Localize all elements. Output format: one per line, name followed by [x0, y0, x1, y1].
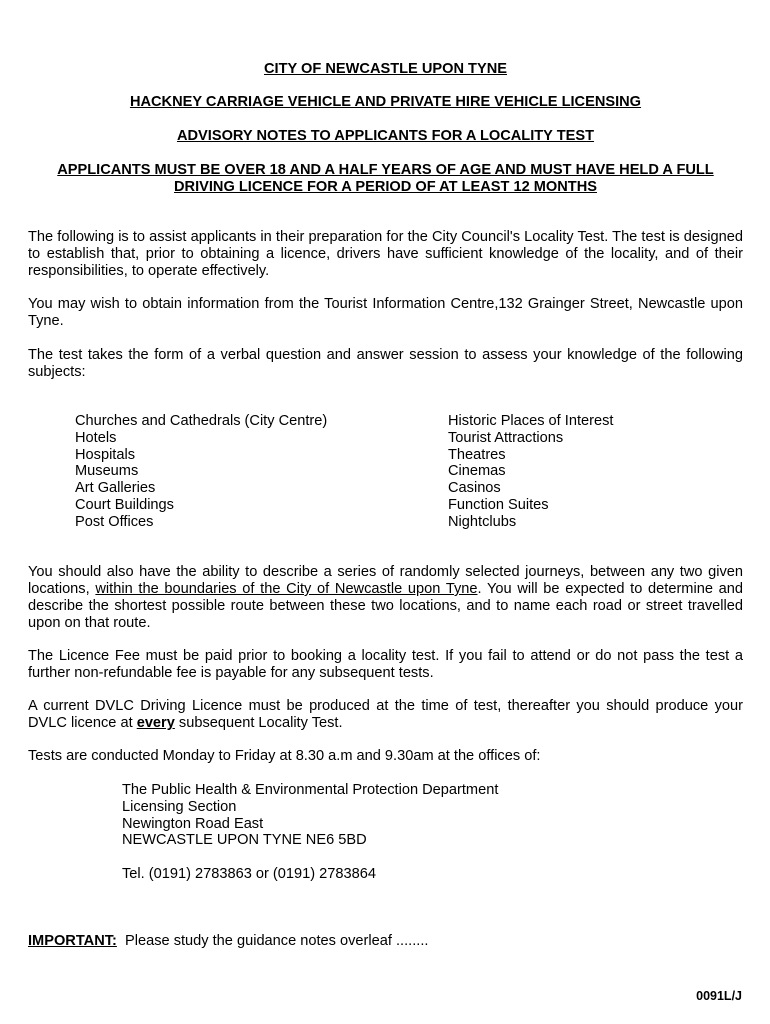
journeys-text: . You will be expected to determine and describe the shortest possible route between these two locations, and to name each road or street travelled upon on that route.	[28, 581, 743, 631]
dvlc-emphasis: every	[136, 715, 175, 731]
subject-item: Post Offices	[75, 513, 154, 530]
fee-paragraph: The Licence Fee must be paid prior to booking a locality test. If you fail to attend or do not pass the test a further non-refundable fee is payable for any subsequent tests.	[28, 648, 743, 681]
subjects-right-list	[448, 413, 613, 531]
intro-paragraph: The following is to assist applicants in their preparation for the City Council's Locality Test. The test is designed to establish that, prior to obtaining a licence, drivers have sufficient knowledge of the locality, and of their responsibilities, to operate effectively.	[28, 229, 743, 279]
heading-requirement: APPLICANTS MUST BE OVER 18 AND A HALF YEARS OF AGE AND MUST HAVE HELD A FULL DRIVING LICENCE FOR A PERIOD OF AT LEAST 12 MONTHS	[57, 162, 714, 195]
subject-item: Function Suites	[448, 496, 549, 513]
subject-item: Art Galleries	[75, 480, 156, 497]
subject-item: Court Buildings	[75, 496, 174, 513]
subject-item: Historic Places of Interest	[448, 413, 614, 429]
subject-item: Hospitals	[75, 446, 136, 463]
important-text: Please study the guidance notes overleaf ........	[116, 933, 429, 949]
document-reference: 0091L/J	[696, 989, 742, 1003]
dvlc-paragraph	[28, 698, 743, 732]
dvlc-text: A current DVLC Driving Licence must be produced at the time of test, thereafter you should produce your DVLC licence at	[28, 698, 743, 731]
address-line: The Public Health & Environmental Protection Department	[122, 782, 499, 798]
journeys-boundary-text: within the boundaries of the City of Newcastle upon Tyne	[95, 581, 478, 597]
subject-item: Museums	[75, 463, 139, 480]
tourist-info-paragraph: You may wish to obtain information from the Tourist Information Centre,132 Grainger Street, Newcastle upon Tyne.	[28, 296, 743, 329]
subject-item: Casinos	[448, 480, 501, 497]
subject-item: Theatres	[448, 446, 506, 463]
journeys-paragraph	[28, 564, 743, 632]
schedule-paragraph: Tests are conducted Monday to Friday at 8.30 a.m and 9.30am at the offices of:	[28, 748, 541, 764]
important-note	[28, 933, 743, 950]
address-line: NEWCASTLE UPON TYNE NE6 5BD	[122, 832, 367, 849]
heading-licensing: HACKNEY CARRIAGE VEHICLE AND PRIVATE HIRE VEHICLE LICENSING	[129, 94, 642, 110]
address-line: Licensing Section	[122, 798, 237, 815]
subject-item: Churches and Cathedrals (City Centre)	[75, 413, 328, 429]
subject-item: Hotels	[75, 429, 117, 446]
subject-item: Cinemas	[448, 463, 506, 480]
dvlc-text: subsequent Locality Test.	[174, 715, 343, 731]
important-label: IMPORTANT:	[28, 933, 117, 949]
office-address	[122, 782, 498, 849]
address-line: Newington Road East	[122, 815, 264, 832]
journeys-text: You should also have the ability to describe a series of randomly selected journeys, between any two given locations,	[28, 564, 743, 597]
subject-item: Nightclubs	[448, 513, 517, 530]
test-form-paragraph: The test takes the form of a verbal question and answer session to assess your knowledge of the following subjects:	[28, 347, 743, 380]
heading-advisory: ADVISORY NOTES TO APPLICANTS FOR A LOCALITY TEST	[176, 128, 595, 144]
telephone-line: Tel. (0191) 2783863 or (0191) 2783864	[122, 866, 376, 882]
heading-city: CITY OF NEWCASTLE UPON TYNE	[264, 61, 507, 77]
subjects-left-list	[75, 413, 327, 531]
subject-item: Tourist Attractions	[448, 429, 564, 446]
